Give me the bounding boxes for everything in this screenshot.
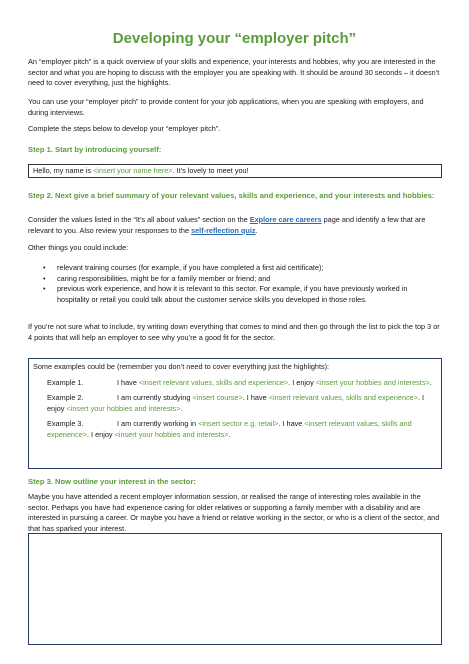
step2-paragraph-2: Other things you could include: [28,243,129,252]
example-3 [33,419,437,440]
step3-answer-box[interactable] [28,533,442,645]
examples-box [28,358,442,469]
step2-bullet-list [40,263,440,305]
example-1-text: I have [117,377,139,387]
step2-paragraph-1 [28,215,442,236]
example-3-placeholder: <insert relevant values, skills and experience> [47,419,412,439]
example-1-text: . [429,377,432,387]
examples-intro: Some examples could be (remember you don’t need to cover everything just the highlights): [33,362,330,371]
page-title: Developing your “employer pitch” [112,30,357,47]
example-2-label: Example 2. [47,393,84,403]
list-item: • previous work experience, and how it is relevant to this sector. For example, if you have previously worked in hospitality or retail you could talk about the customer service skills you developed in those roles. [40,284,440,305]
example-2-placeholder: <insert your hobbies and interests> [66,403,181,413]
example-3-placeholder: <insert sector e.g. retail> [198,419,279,429]
list-item: • relevant training courses (for example, if you have completed a first aid certificate); [40,263,440,274]
step2-p1-text-a: Consider the values listed in the “It’s all about values” section on the [28,215,250,224]
example-3-text: I am currently working in [117,419,199,429]
step2-heading: Step 2. Next give a brief summary of your relevant values, skills and experience, and your interests and hobbies: [28,191,435,200]
step2-p1-text-b: page and identify a few that are relevant to you. Also review your responses to the [28,215,426,235]
intro-paragraph-3: Complete the steps below to develop your “employer pitch”. [28,124,221,133]
explore-care-careers-link[interactable]: Explore care careers [249,215,322,224]
step2-paragraph-3: If you’re not sure what to include, try writing down everything that comes to mind and then go through the list to pick the top 3 or 4 points that will help an employer to see why you’re a good fit for the sector. [28,322,440,342]
example-2-placeholder: <insert relevant values, skills and experience> [268,393,418,403]
name-placeholder: <insert your name here> [93,166,173,175]
step3-heading: Step 3. Now outline your interest in the sector: [28,477,196,486]
step1-heading: Step 1. Start by introducing yourself: [28,145,162,154]
example-3-text: . I enjoy [86,429,115,439]
self-reflection-quiz-link[interactable]: self-reflection quiz [191,225,256,235]
example-2-text: I am currently studying [117,393,193,403]
example-1-label: Example 1. [47,377,84,387]
step1-box-suffix: . It’s lovely to meet you! [172,166,249,175]
example-3-label: Example 3. [47,419,84,429]
example-2-placeholder: <insert course> [192,393,243,403]
example-1-text: . I enjoy [288,377,316,387]
intro-paragraph-2: You can use your “employer pitch” to provide content for your job applications, when you are speaking with employers, and during interviews. [28,97,424,117]
step1-input-box[interactable] [28,164,442,178]
example-3-text: . [228,429,231,439]
list-item: • caring responsibilities, might be for a family member or friend; and [40,274,440,285]
example-3-placeholder: <insert your hobbies and interests> [114,429,229,439]
example-2-text: . [180,403,183,413]
intro-paragraph-1: An “employer pitch” is a quick overview of your skills and experience, your interests and hobbies, why you are interested in the sector and what you are hoping to discuss with the employer you are speaking with. It should be around 30 seconds – it doesn’t need to cover everything, just the highlights. [28,57,440,88]
example-1 [33,378,437,389]
example-2 [33,393,437,414]
example-3-text: . I have [278,419,305,429]
step1-box-prefix: Hello, my name is [33,166,94,175]
example-2-text: . I have [242,393,269,403]
example-1-placeholder: <insert relevant values, skills and experience> [138,377,289,387]
step3-paragraph-1: Maybe you have attended a recent employer information session, or realised the range of interesting roles available in the sector. Perhaps you have had experience caring for older relatives or supporting a family member with a disability and are interested in pursuing a career. Or maybe you have a friend or relative working in the sector, or who is a client of the sector, and that has sparked your interest. [28,492,440,533]
example-1-placeholder: <insert your hobbies and interests> [315,377,430,387]
example-2-text: . I enjoy [47,393,425,413]
step2-p1-text-c: . [255,225,258,235]
